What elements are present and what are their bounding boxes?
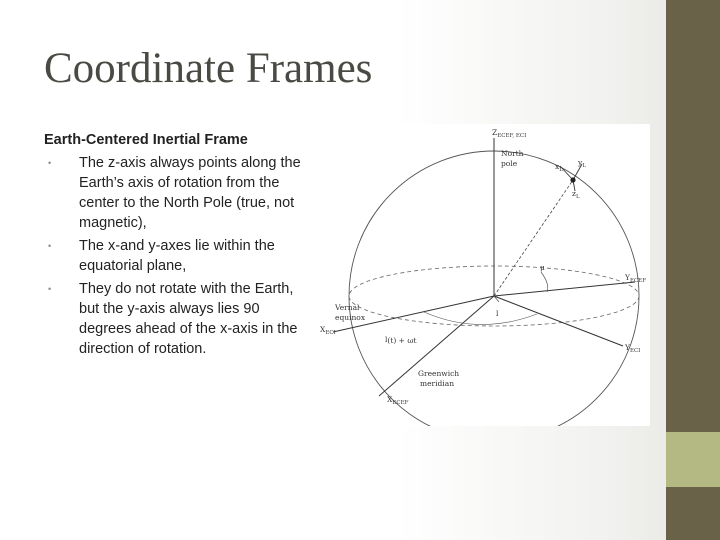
x-eci-label: $X_{ECI}$	[320, 325, 336, 336]
y-local-label: $y_L$	[578, 158, 586, 169]
y-eci-label: $Y_{ECI}$	[625, 343, 641, 354]
bullet-list	[44, 153, 312, 359]
north-pole-label: North	[501, 149, 524, 158]
bullet-item	[44, 236, 312, 276]
bullet-text: They do not rotate with the Earth, but the y-axis always lies 90 degrees ahead of the x-axis in the direction of rotation.	[79, 281, 298, 357]
z-axis-label: $Z_{ECEF, ECI}$	[492, 128, 527, 139]
longitude-arc	[424, 312, 537, 325]
latitude-arc	[541, 272, 548, 292]
bullet-item	[44, 153, 312, 233]
vernal-equinox-label: Vernal	[335, 303, 360, 312]
bullet-text: The x-and y-axes lie within the equatorial plane,	[79, 238, 275, 274]
slide-content	[44, 132, 312, 362]
coordinate-frame-diagram	[319, 124, 650, 426]
z-local-label: $z_L$	[572, 189, 580, 200]
y-ecef-axis-line	[494, 282, 635, 296]
position-vector-line	[494, 180, 573, 296]
x-local-label: $x_L$	[555, 162, 563, 173]
bullet-text: The z-axis always points along the Earth’s axis of rotation from the center to the North Pole (true, not magnetic),	[79, 155, 301, 231]
diagram-svg	[319, 124, 650, 426]
section-subheading: Earth-Centered Inertial Frame	[44, 132, 248, 148]
longitude-expression-label: l(t) + ωt	[385, 335, 417, 345]
bullet-item	[44, 279, 312, 359]
north-pole-label-line2: pole	[501, 159, 518, 168]
bullet-marker: •	[48, 241, 52, 251]
vernal-equinox-label-line2: equinox	[335, 313, 366, 322]
x-ecef-label: $X_{ECEF}$	[387, 395, 409, 406]
l-label: l	[496, 309, 499, 318]
mu-label: μ	[540, 263, 545, 272]
y-ecef-label: $Y_{ECEF}$	[625, 273, 647, 284]
decorative-sidebar-accent	[666, 432, 720, 487]
bullet-marker: •	[48, 158, 52, 168]
greenwich-meridian-label: Greenwich	[418, 369, 460, 378]
greenwich-meridian-label-line2: meridian	[420, 379, 455, 388]
position-point	[570, 177, 575, 182]
slide-title: Coordinate Frames	[44, 45, 373, 92]
bullet-marker: •	[48, 284, 52, 294]
